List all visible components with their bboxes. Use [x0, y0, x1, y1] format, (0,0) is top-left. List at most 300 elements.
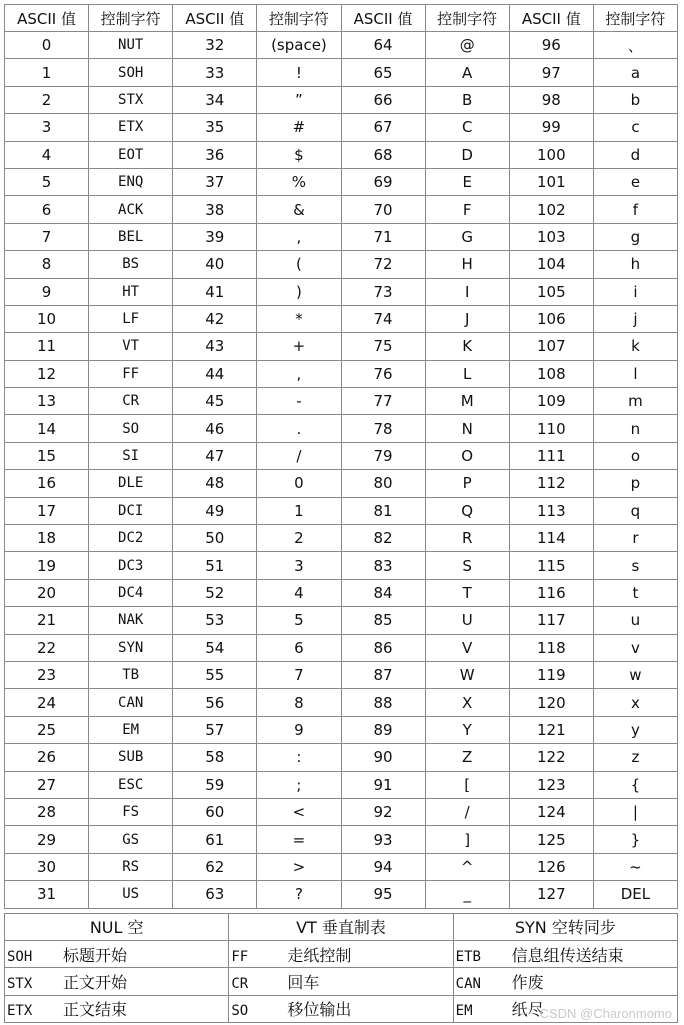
ascii-code-cell: 48 — [173, 470, 257, 497]
char-cell: t — [593, 579, 677, 606]
legend-header-cell: VT 垂直制表 — [229, 913, 453, 940]
table-row — [5, 497, 678, 524]
ascii-code-cell: 24 — [5, 689, 89, 716]
ascii-code-cell: 126 — [509, 853, 593, 880]
char-cell: , — [257, 360, 341, 387]
ascii-code-cell: 28 — [5, 798, 89, 825]
legend-description: 信息组传送结束 — [511, 945, 624, 965]
table-row — [5, 223, 678, 250]
char-cell: 2 — [257, 525, 341, 552]
header-control-char: 控制字符 — [89, 5, 173, 32]
char-cell: * — [257, 305, 341, 332]
table-row — [5, 798, 678, 825]
char-cell: 1 — [257, 497, 341, 524]
ascii-code-cell: 86 — [341, 634, 425, 661]
char-cell: c — [593, 114, 677, 141]
ascii-code-cell: 19 — [5, 552, 89, 579]
char-cell: FS — [89, 798, 173, 825]
ascii-code-cell: 99 — [509, 114, 593, 141]
char-cell: NAK — [89, 607, 173, 634]
header-ascii-value: ASCII 值 — [5, 5, 89, 32]
char-cell: US — [89, 881, 173, 908]
table-row — [5, 168, 678, 195]
ascii-code-cell: 56 — [173, 689, 257, 716]
char-cell: I — [425, 278, 509, 305]
table-row — [5, 689, 678, 716]
char-cell: SYN — [89, 634, 173, 661]
table-row — [5, 196, 678, 223]
char-cell: 5 — [257, 607, 341, 634]
legend-abbr: STX — [7, 975, 33, 992]
ascii-code-cell: 81 — [341, 497, 425, 524]
ascii-code-cell: 54 — [173, 634, 257, 661]
ascii-code-cell: 47 — [173, 442, 257, 469]
header-control-char: 控制字符 — [425, 5, 509, 32]
ascii-code-cell: 113 — [509, 497, 593, 524]
ascii-code-cell: 74 — [341, 305, 425, 332]
char-cell: ” — [257, 86, 341, 113]
char-cell: ENQ — [89, 168, 173, 195]
ascii-code-cell: 91 — [341, 771, 425, 798]
ascii-code-cell: 104 — [509, 251, 593, 278]
char-cell: B — [425, 86, 509, 113]
char-cell: DC3 — [89, 552, 173, 579]
ascii-code-cell: 17 — [5, 497, 89, 524]
header-control-char: 控制字符 — [593, 5, 677, 32]
ascii-code-cell: 77 — [341, 388, 425, 415]
legend-cell — [5, 995, 229, 1022]
char-cell: m — [593, 388, 677, 415]
char-cell: ETX — [89, 114, 173, 141]
legend-description: 走纸控制 — [287, 945, 352, 965]
legend-description: 作废 — [511, 972, 544, 992]
char-cell: w — [593, 661, 677, 688]
ascii-code-cell: 82 — [341, 525, 425, 552]
char-cell: > — [257, 853, 341, 880]
ascii-code-cell: 12 — [5, 360, 89, 387]
table-row — [5, 251, 678, 278]
ascii-code-cell: 37 — [173, 168, 257, 195]
ascii-code-cell: 13 — [5, 388, 89, 415]
ascii-code-cell: 58 — [173, 744, 257, 771]
char-cell: 7 — [257, 661, 341, 688]
ascii-code-cell: 66 — [341, 86, 425, 113]
legend-description: 移位输出 — [287, 1000, 352, 1020]
ascii-code-cell: 16 — [5, 470, 89, 497]
table-row — [5, 826, 678, 853]
char-cell: $ — [257, 141, 341, 168]
char-cell: ACK — [89, 196, 173, 223]
ascii-code-cell: 89 — [341, 716, 425, 743]
table-row — [5, 525, 678, 552]
char-cell: CR — [89, 388, 173, 415]
ascii-code-cell: 114 — [509, 525, 593, 552]
char-cell: h — [593, 251, 677, 278]
ascii-code-cell: 95 — [341, 881, 425, 908]
ascii-code-cell: 97 — [509, 59, 593, 86]
header-ascii-value: ASCII 值 — [341, 5, 425, 32]
table-row — [5, 388, 678, 415]
char-cell: u — [593, 607, 677, 634]
ascii-code-cell: 96 — [509, 32, 593, 59]
char-cell: - — [257, 388, 341, 415]
table-row — [5, 333, 678, 360]
char-cell: ] — [425, 826, 509, 853]
ascii-code-cell: 76 — [341, 360, 425, 387]
legend-header-cell: SYN 空转同步 — [453, 913, 677, 940]
char-cell: Z — [425, 744, 509, 771]
legend-cell — [453, 940, 677, 967]
table-row — [5, 86, 678, 113]
char-cell: ^ — [425, 853, 509, 880]
char-cell: ? — [257, 881, 341, 908]
ascii-code-cell: 57 — [173, 716, 257, 743]
ascii-code-cell: 43 — [173, 333, 257, 360]
char-cell: r — [593, 525, 677, 552]
table-row — [5, 552, 678, 579]
legend-abbr: FF — [231, 948, 249, 965]
ascii-code-cell: 26 — [5, 744, 89, 771]
char-cell: DLE — [89, 470, 173, 497]
ascii-code-cell: 78 — [341, 415, 425, 442]
char-cell: & — [257, 196, 341, 223]
char-cell: 3 — [257, 552, 341, 579]
char-cell: BEL — [89, 223, 173, 250]
ascii-code-cell: 117 — [509, 607, 593, 634]
char-cell: DCI — [89, 497, 173, 524]
ascii-code-cell: 35 — [173, 114, 257, 141]
ascii-code-cell: 0 — [5, 32, 89, 59]
char-cell: CAN — [89, 689, 173, 716]
table-row — [5, 360, 678, 387]
ascii-table-header-row — [5, 5, 678, 32]
ascii-code-cell: 44 — [173, 360, 257, 387]
char-cell: 4 — [257, 579, 341, 606]
ascii-code-cell: 27 — [5, 771, 89, 798]
table-row — [5, 744, 678, 771]
legend-abbr: ETX — [7, 1003, 33, 1020]
ascii-code-cell: 33 — [173, 59, 257, 86]
ascii-code-cell: 65 — [341, 59, 425, 86]
char-cell: ) — [257, 278, 341, 305]
ascii-code-cell: 85 — [341, 607, 425, 634]
legend-description: 回车 — [287, 972, 320, 992]
char-cell: SI — [89, 442, 173, 469]
char-cell: V — [425, 634, 509, 661]
legend-cell — [5, 968, 229, 995]
legend-abbr: CAN — [455, 975, 481, 992]
char-cell: SUB — [89, 744, 173, 771]
char-cell: , — [257, 223, 341, 250]
char-cell: i — [593, 278, 677, 305]
ascii-code-cell: 102 — [509, 196, 593, 223]
table-row — [5, 716, 678, 743]
ascii-code-cell: 53 — [173, 607, 257, 634]
ascii-code-cell: 36 — [173, 141, 257, 168]
ascii-code-cell: 20 — [5, 579, 89, 606]
ascii-code-cell: 42 — [173, 305, 257, 332]
legend-description: 纸尽 — [511, 1000, 544, 1020]
ascii-code-cell: 31 — [5, 881, 89, 908]
ascii-code-cell: 112 — [509, 470, 593, 497]
char-cell: + — [257, 333, 341, 360]
ascii-code-cell: 110 — [509, 415, 593, 442]
ascii-code-cell: 60 — [173, 798, 257, 825]
char-cell: @ — [425, 32, 509, 59]
ascii-code-cell: 5 — [5, 168, 89, 195]
ascii-code-cell: 2 — [5, 86, 89, 113]
ascii-code-cell: 21 — [5, 607, 89, 634]
char-cell: % — [257, 168, 341, 195]
char-cell: DC2 — [89, 525, 173, 552]
ascii-code-cell: 90 — [341, 744, 425, 771]
ascii-code-cell: 7 — [5, 223, 89, 250]
char-cell: NUT — [89, 32, 173, 59]
table-row — [5, 278, 678, 305]
ascii-code-cell: 71 — [341, 223, 425, 250]
ascii-code-cell: 75 — [341, 333, 425, 360]
table-row — [5, 59, 678, 86]
legend-description: 标题开始 — [63, 945, 128, 965]
char-cell: l — [593, 360, 677, 387]
ascii-code-cell: 46 — [173, 415, 257, 442]
ascii-code-cell: 6 — [5, 196, 89, 223]
char-cell: d — [593, 141, 677, 168]
legend-cell — [5, 940, 229, 967]
legend-row — [5, 940, 678, 967]
char-cell: R — [425, 525, 509, 552]
char-cell: ; — [257, 771, 341, 798]
char-cell: p — [593, 470, 677, 497]
ascii-table — [4, 4, 678, 909]
char-cell: Q — [425, 497, 509, 524]
legend-header-cell: NUL 空 — [5, 913, 229, 940]
ascii-code-cell: 39 — [173, 223, 257, 250]
char-cell: / — [425, 798, 509, 825]
char-cell: P — [425, 470, 509, 497]
ascii-code-cell: 52 — [173, 579, 257, 606]
ascii-code-cell: 50 — [173, 525, 257, 552]
char-cell: q — [593, 497, 677, 524]
char-cell: SO — [89, 415, 173, 442]
legend-header-row — [5, 913, 678, 940]
char-cell: O — [425, 442, 509, 469]
char-cell: / — [257, 442, 341, 469]
ascii-code-cell: 72 — [341, 251, 425, 278]
ascii-code-cell: 55 — [173, 661, 257, 688]
char-cell: b — [593, 86, 677, 113]
ascii-code-cell: 101 — [509, 168, 593, 195]
char-cell: | — [593, 798, 677, 825]
ascii-code-cell: 116 — [509, 579, 593, 606]
char-cell: LF — [89, 305, 173, 332]
ascii-code-cell: 124 — [509, 798, 593, 825]
legend-row — [5, 968, 678, 995]
char-cell: k — [593, 333, 677, 360]
char-cell: { — [593, 771, 677, 798]
ascii-code-cell: 108 — [509, 360, 593, 387]
ascii-code-cell: 93 — [341, 826, 425, 853]
char-cell: a — [593, 59, 677, 86]
table-row — [5, 114, 678, 141]
ascii-document — [4, 4, 678, 1023]
char-cell: (space) — [257, 32, 341, 59]
char-cell: 、 — [593, 32, 677, 59]
ascii-code-cell: 51 — [173, 552, 257, 579]
header-control-char: 控制字符 — [257, 5, 341, 32]
char-cell: # — [257, 114, 341, 141]
ascii-code-cell: 11 — [5, 333, 89, 360]
char-cell: E — [425, 168, 509, 195]
legend-abbr: SOH — [7, 948, 33, 965]
table-row — [5, 881, 678, 908]
ascii-code-cell: 4 — [5, 141, 89, 168]
char-cell: 0 — [257, 470, 341, 497]
ascii-code-cell: 118 — [509, 634, 593, 661]
ascii-code-cell: 121 — [509, 716, 593, 743]
table-row — [5, 661, 678, 688]
table-row — [5, 634, 678, 661]
char-cell: 8 — [257, 689, 341, 716]
ascii-code-cell: 40 — [173, 251, 257, 278]
ascii-code-cell: 120 — [509, 689, 593, 716]
char-cell: C — [425, 114, 509, 141]
ascii-code-cell: 83 — [341, 552, 425, 579]
char-cell: EOT — [89, 141, 173, 168]
char-cell: K — [425, 333, 509, 360]
char-cell: 6 — [257, 634, 341, 661]
ascii-code-cell: 25 — [5, 716, 89, 743]
ascii-code-cell: 119 — [509, 661, 593, 688]
ascii-code-cell: 73 — [341, 278, 425, 305]
ascii-code-cell: 68 — [341, 141, 425, 168]
table-row — [5, 141, 678, 168]
char-cell: z — [593, 744, 677, 771]
legend-cell — [229, 968, 453, 995]
char-cell: } — [593, 826, 677, 853]
char-cell: ESC — [89, 771, 173, 798]
ascii-code-cell: 23 — [5, 661, 89, 688]
ascii-code-cell: 63 — [173, 881, 257, 908]
table-row — [5, 32, 678, 59]
ascii-code-cell: 32 — [173, 32, 257, 59]
ascii-code-cell: 70 — [341, 196, 425, 223]
ascii-code-cell: 29 — [5, 826, 89, 853]
ascii-code-cell: 38 — [173, 196, 257, 223]
legend-cell — [229, 940, 453, 967]
char-cell: Y — [425, 716, 509, 743]
ascii-code-cell: 87 — [341, 661, 425, 688]
char-cell: [ — [425, 771, 509, 798]
ascii-code-cell: 30 — [5, 853, 89, 880]
ascii-code-cell: 9 — [5, 278, 89, 305]
ascii-code-cell: 64 — [341, 32, 425, 59]
char-cell: HT — [89, 278, 173, 305]
ascii-code-cell: 94 — [341, 853, 425, 880]
ascii-code-cell: 92 — [341, 798, 425, 825]
char-cell: y — [593, 716, 677, 743]
ascii-code-cell: 80 — [341, 470, 425, 497]
char-cell: A — [425, 59, 509, 86]
watermark: CSDN @Charonmomo — [539, 1006, 672, 1021]
legend-cell — [229, 995, 453, 1022]
ascii-code-cell: 62 — [173, 853, 257, 880]
char-cell: : — [257, 744, 341, 771]
ascii-code-cell: 10 — [5, 305, 89, 332]
table-row — [5, 771, 678, 798]
char-cell: FF — [89, 360, 173, 387]
header-ascii-value: ASCII 值 — [509, 5, 593, 32]
table-row — [5, 305, 678, 332]
char-cell: X — [425, 689, 509, 716]
ascii-code-cell: 18 — [5, 525, 89, 552]
legend-abbr: EM — [455, 1003, 473, 1020]
char-cell: H — [425, 251, 509, 278]
ascii-code-cell: 103 — [509, 223, 593, 250]
table-row — [5, 442, 678, 469]
ascii-code-cell: 69 — [341, 168, 425, 195]
char-cell: ! — [257, 59, 341, 86]
char-cell: STX — [89, 86, 173, 113]
char-cell: VT — [89, 333, 173, 360]
char-cell: n — [593, 415, 677, 442]
char-cell: . — [257, 415, 341, 442]
ascii-code-cell: 107 — [509, 333, 593, 360]
ascii-code-cell: 125 — [509, 826, 593, 853]
char-cell: x — [593, 689, 677, 716]
legend-description: 正文开始 — [63, 972, 128, 992]
ascii-code-cell: 14 — [5, 415, 89, 442]
ascii-code-cell: 84 — [341, 579, 425, 606]
ascii-code-cell: 122 — [509, 744, 593, 771]
ascii-code-cell: 111 — [509, 442, 593, 469]
char-cell: RS — [89, 853, 173, 880]
legend-description: 正文结束 — [63, 1000, 128, 1020]
ascii-code-cell: 105 — [509, 278, 593, 305]
ascii-code-cell: 22 — [5, 634, 89, 661]
char-cell: < — [257, 798, 341, 825]
ascii-code-cell: 8 — [5, 251, 89, 278]
table-row — [5, 415, 678, 442]
char-cell: g — [593, 223, 677, 250]
ascii-code-cell: 1 — [5, 59, 89, 86]
char-cell: TB — [89, 661, 173, 688]
char-cell: U — [425, 607, 509, 634]
ascii-code-cell: 61 — [173, 826, 257, 853]
char-cell: J — [425, 305, 509, 332]
char-cell: ( — [257, 251, 341, 278]
char-cell: D — [425, 141, 509, 168]
ascii-code-cell: 79 — [341, 442, 425, 469]
ascii-code-cell: 98 — [509, 86, 593, 113]
ascii-code-cell: 45 — [173, 388, 257, 415]
char-cell: F — [425, 196, 509, 223]
char-cell: DEL — [593, 881, 677, 908]
char-cell: s — [593, 552, 677, 579]
char-cell: ~ — [593, 853, 677, 880]
ascii-table-body — [5, 32, 678, 909]
ascii-code-cell: 41 — [173, 278, 257, 305]
table-row — [5, 470, 678, 497]
char-cell: f — [593, 196, 677, 223]
ascii-code-cell: 123 — [509, 771, 593, 798]
char-cell: = — [257, 826, 341, 853]
char-cell: o — [593, 442, 677, 469]
ascii-code-cell: 88 — [341, 689, 425, 716]
char-cell: EM — [89, 716, 173, 743]
char-cell: _ — [425, 881, 509, 908]
legend-abbr: CR — [231, 975, 249, 992]
